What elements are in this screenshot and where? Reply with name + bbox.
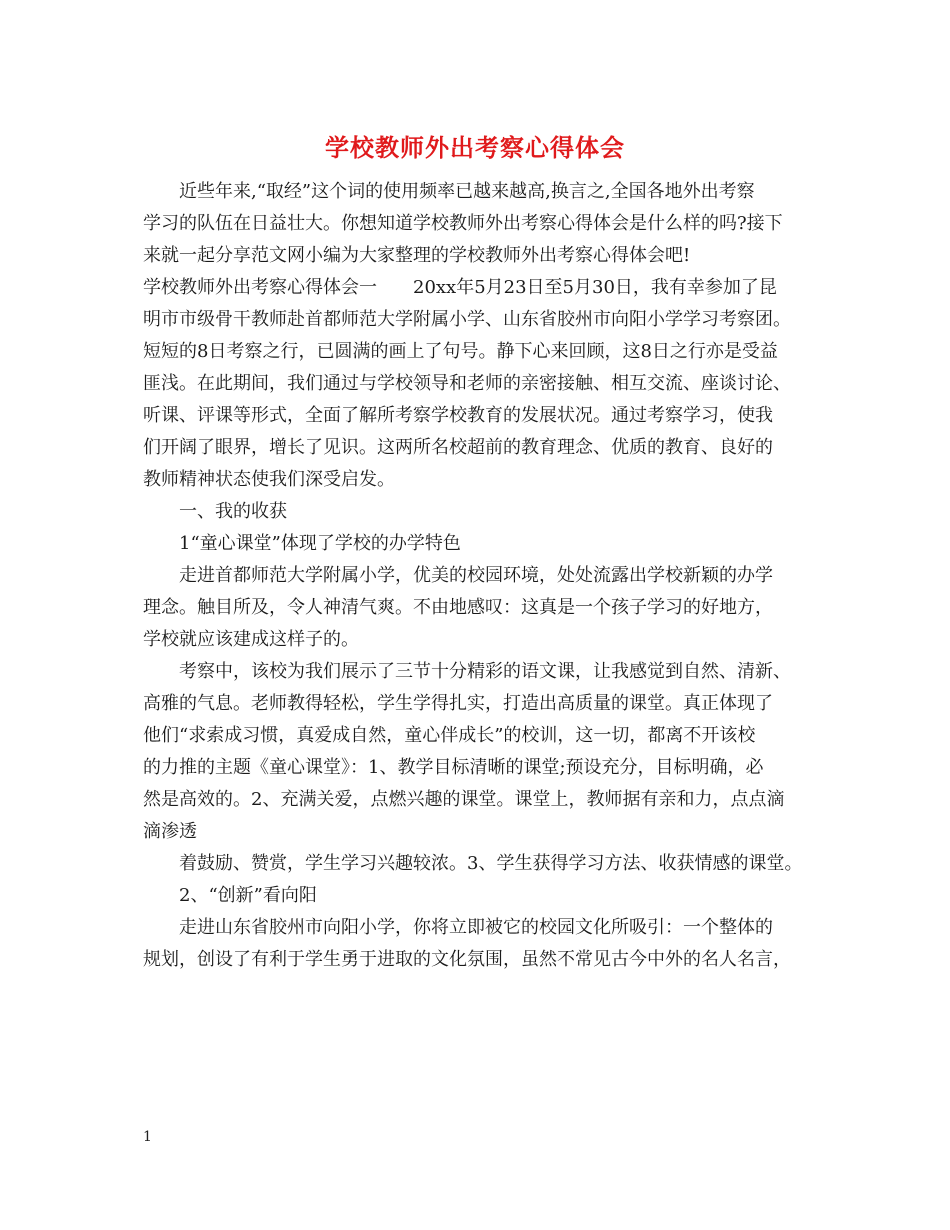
text-line: 1“童心课堂”体现了学校的办学特色 [179,533,461,554]
text-line: 教师精神状态使我们深受启发。 [143,469,395,490]
text-line: 近些年来,“取经”这个词的使用频率已越来越高,换言之,全国各地外出考察 [179,181,755,202]
text-line: 规划，创设了有利于学生勇于进取的文化氛围，虽然不常见古今中外的名人名言， [143,949,791,970]
text-line: 学习的队伍在日益壮大。你想知道学校教师外出考察心得体会是什么样的吗?接下 [143,213,783,234]
text-line: 着鼓励、赞赏，学生学习兴趣较浓。3、学生获得学习方法、收获情感的课堂。 [179,853,803,874]
document-title: 学校教师外出考察心得体会 [325,134,625,162]
text-line: 来就一起分享范文网小编为大家整理的学校教师外出考察心得体会吧! [143,245,691,266]
text-line: 走进首都师范大学附属小学，优美的校园环境，处处流露出学校新颖的办学 [179,565,773,586]
text-line: 学校教师外出考察心得体会一 20xx年5月23日至5月30日，我有幸参加了昆 [143,277,777,298]
text-line: 的力推的主题《童心课堂》：1、教学目标清晰的课堂;预设充分，目标明确，必 [143,757,764,778]
text-line: 们开阔了眼界，增长了见识。这两所名校超前的教育理念、优质的教育、良好的 [143,437,773,458]
text-line: 一、我的收获 [179,501,287,522]
text-line: 滴渗透 [143,821,197,842]
text-line: 明市市级骨干教师赴首都师范大学附属小学、山东省胶州市向阳小学学习考察团。 [143,309,791,330]
text-line: 理念。触目所及，令人神清气爽。不由地感叹：这真是一个孩子学习的好地方， [143,597,773,618]
text-line: 2、“创新”看向阳 [179,885,317,906]
text-line: 考察中，该校为我们展示了三节十分精彩的语文课，让我感觉到自然、清新、 [179,661,791,682]
text-line: 匪浅。在此期间，我们通过与学校领导和老师的亲密接触、相互交流、座谈讨论、 [143,373,791,394]
page-number: 1 [143,1129,152,1145]
text-line: 学校就应该建成这样子的。 [143,629,359,650]
text-line: 高雅的气息。老师教得轻松，学生学得扎实，打造出高质量的课堂。真正体现了 [143,693,773,714]
text-line: 他们“求索成习惯，真爱成自然，童心伴成长”的校训，这一切，都离不开该校 [143,725,756,746]
document-body [143,176,813,976]
text-line: 走进山东省胶州市向阳小学，你将立即被它的校园文化所吸引：一个整体的 [179,917,773,938]
text-line: 短短的8日考察之行，已圆满的画上了句号。静下心来回顾，这8日之行亦是受益 [143,341,778,362]
text-line: 然是高效的。2、充满关爱，点燃兴趣的课堂。课堂上，教师据有亲和力，点点滴 [143,789,785,810]
text-line: 听课、评课等形式，全面了解所考察学校教育的发展状况。通过考察学习，使我 [143,405,773,426]
